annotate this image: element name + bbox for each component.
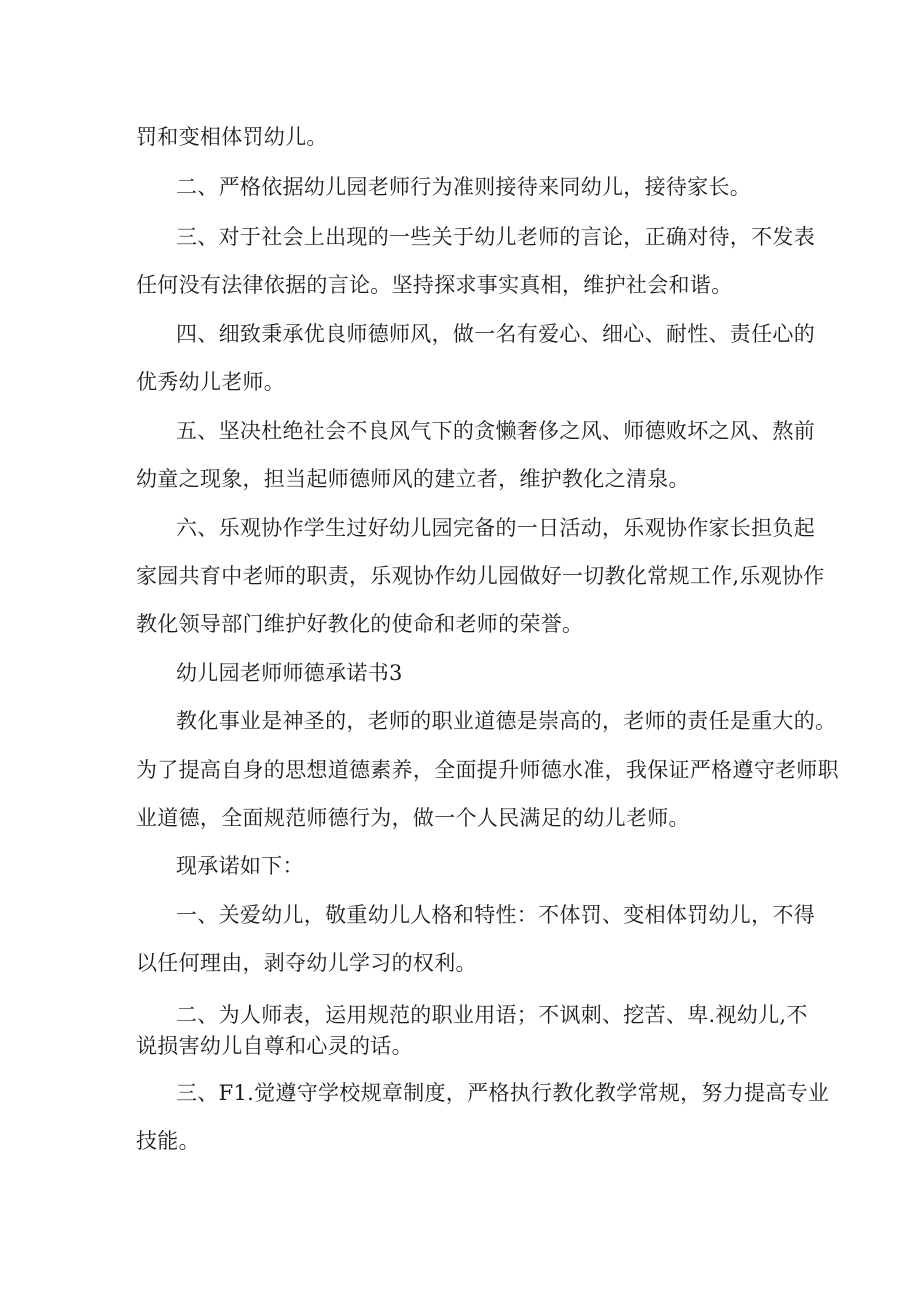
text-line: 为了提高自身的思想道德素养，全面提升师德水准，我保证严格遵守老师职 (136, 758, 839, 782)
text-line: 以任何理由，剥夺幼儿学习的权利。 (136, 951, 477, 975)
text-line: 教化领导部门维护好教化的使命和老师的荣誉。 (136, 612, 584, 636)
section-heading: 幼儿园老师师德承诺书3 (176, 661, 403, 685)
text-line: 二、为人师表，运用规范的职业用语；不讽刺、挖苦、卑.视幼儿,不 (176, 1003, 808, 1027)
text-line: 任何没有法律依据的言论。坚持探求事实真相，维护社会和谐。 (136, 273, 733, 297)
text-line: 六、乐观协作学生过好幼儿园完备的一日活动，乐观协作家长担负起 (176, 516, 815, 540)
text-line: 幼童之现象，担当起师德师风的建立者，维护教化之清泉。 (136, 467, 690, 491)
text-line: 技能。 (136, 1129, 200, 1153)
text-line: 二、严格依据幼儿园老师行为准则接待来同幼儿，接待家长。 (176, 175, 752, 199)
text-line: 三、对于社会上出现的一些关于幼儿老师的言论，正确对待，不发表 (176, 225, 815, 249)
text-line: 五、坚决杜绝社会不良风气下的贪懒奢侈之风、师德败坏之风、熬前 (176, 419, 815, 443)
text-line: 一、关爱幼儿，敬重幼儿人格和特性：不体罚、变相体罚幼儿，不得 (176, 903, 815, 927)
text-line: 罚和变相体罚幼儿。 (136, 125, 328, 149)
text-line: 业道德，全面规范师德行为，做一个人民满足的幼儿老师。 (136, 806, 690, 830)
text-line: 现承诺如下： (176, 854, 304, 878)
text-line: 三、F1.觉遵守学校规章制度，严格执行教化教学常规，努力提高专业 (176, 1081, 830, 1105)
text-line: 家园共育中老师的职责，乐观协作幼儿园做好一切教化常规工作,乐观协作 (136, 564, 825, 588)
text-line: 四、细致秉承优良师德师风，做一名有爱心、细心、耐性、责任心的 (176, 322, 815, 346)
text-line: 说损害幼儿自尊和心灵的话。 (136, 1034, 413, 1058)
text-line: 优秀幼儿老师。 (136, 370, 286, 394)
text-line: 教化事业是神圣的，老师的职业道德是崇高的，老师的责任是重大的。 (176, 709, 837, 733)
